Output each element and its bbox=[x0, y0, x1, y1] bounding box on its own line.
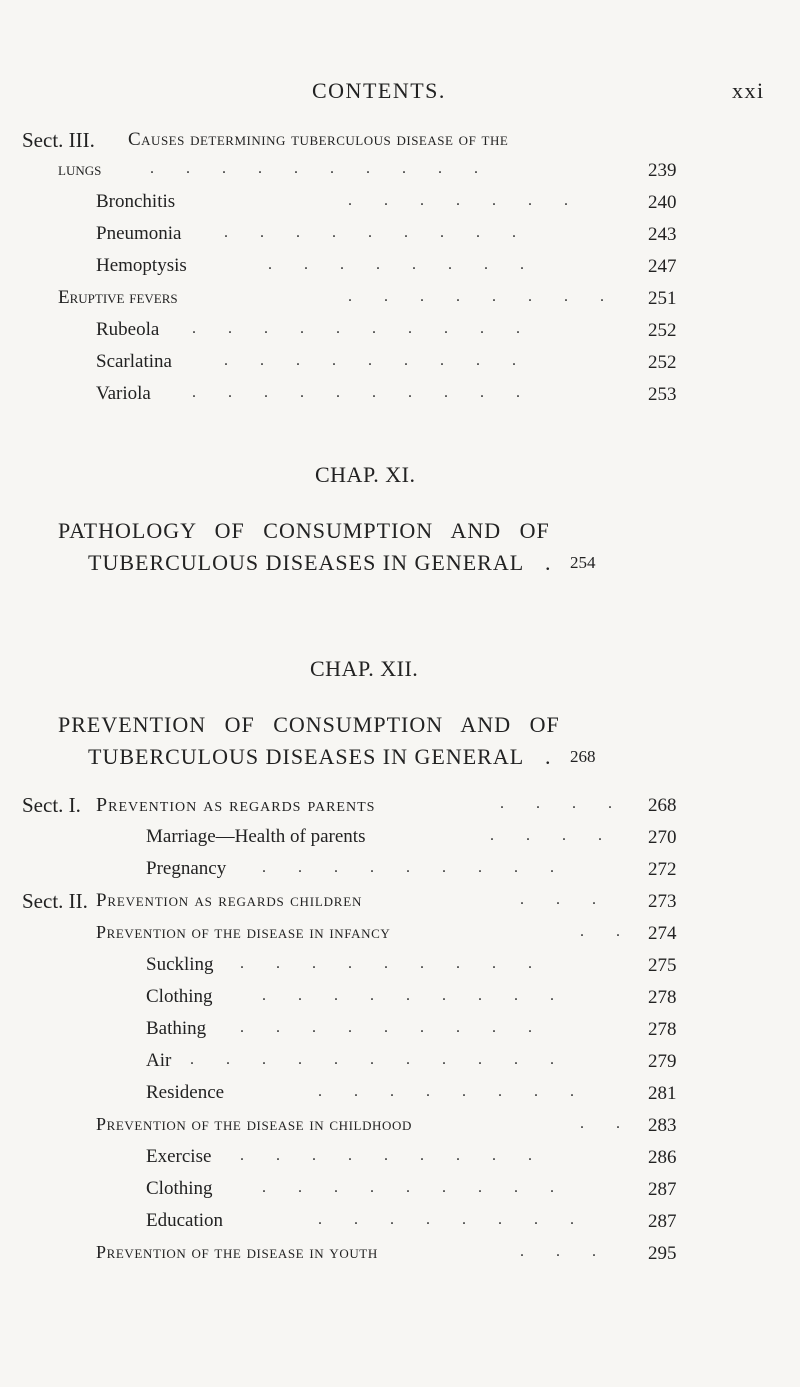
toc-subsection: Eruptive fevers bbox=[58, 287, 178, 308]
page-number: 275 bbox=[648, 955, 677, 976]
toc-entry: Marriage—Health of parents bbox=[146, 826, 366, 847]
leader-dots: . . . . . . . . . . bbox=[150, 160, 492, 177]
toc-entry: Residence bbox=[146, 1082, 225, 1103]
chapter-heading: CHAP. XI. bbox=[315, 462, 416, 487]
chapter-title: PATHOLOGY OF CONSUMPTION AND OF bbox=[58, 518, 550, 543]
page-number: 253 bbox=[648, 384, 677, 405]
toc-entry: Clothing bbox=[146, 1178, 213, 1199]
page-number: 273 bbox=[648, 891, 677, 912]
leader-dots: . . . . . . . . . bbox=[240, 955, 546, 972]
toc-entry: Bathing bbox=[146, 1018, 207, 1039]
leader-dots: . . . . . . . . . bbox=[262, 859, 568, 876]
page-number: 272 bbox=[648, 859, 677, 880]
leader-dots: . . bbox=[580, 923, 634, 940]
toc-entry: Exercise bbox=[146, 1146, 212, 1167]
chapter-heading: CHAP. XII. bbox=[310, 656, 419, 681]
page-number: 239 bbox=[648, 160, 677, 181]
page-number: 270 bbox=[648, 827, 677, 848]
page-number: 283 bbox=[648, 1115, 677, 1136]
leader-dots: . . . . . . . . bbox=[318, 1083, 588, 1100]
toc-entry: Variola bbox=[96, 383, 151, 404]
page-number: 252 bbox=[648, 320, 677, 341]
toc-entry: Clothing bbox=[146, 986, 213, 1007]
leader-dots: . . . . . . . . . bbox=[240, 1147, 546, 1164]
page-number: 268 bbox=[570, 747, 596, 766]
page-number: 254 bbox=[570, 553, 596, 572]
section-iii-title-cont: lungs bbox=[58, 159, 102, 180]
leader-dots: . . . . . . . . . bbox=[262, 1179, 568, 1196]
section-iii-title: Causes determining tuberculous disease of the bbox=[128, 129, 509, 150]
toc-entry: Pneumonia bbox=[96, 223, 182, 244]
chapter-title-cont: TUBERCULOUS DISEASES IN GENERAL bbox=[88, 550, 525, 575]
leader-dots: . . . bbox=[520, 891, 610, 908]
page-number: 243 bbox=[648, 224, 677, 245]
section-i-label: Sect. I. bbox=[22, 793, 81, 817]
page-number: 279 bbox=[648, 1051, 677, 1072]
leader-dots: . . . . . . . . bbox=[348, 288, 618, 305]
leader-dots: . . . . . . . . . . bbox=[192, 384, 534, 401]
running-title: CONTENTS. bbox=[312, 78, 446, 103]
section-i-title: Prevention as regards parents bbox=[96, 794, 376, 816]
leader-dots: . . . . . . . bbox=[348, 192, 582, 209]
toc-entry: Bronchitis bbox=[96, 191, 176, 212]
page-number: 247 bbox=[648, 256, 677, 277]
leader-dots: . . . . . . . . . bbox=[224, 224, 530, 241]
leader-dots: . . . . . . . . bbox=[268, 256, 538, 273]
leader-dots: . bbox=[545, 744, 551, 769]
toc-entry: Scarlatina bbox=[96, 351, 172, 372]
page-number: 240 bbox=[648, 192, 677, 213]
page-number: 252 bbox=[648, 352, 677, 373]
toc-entry: Education bbox=[146, 1210, 224, 1231]
page-number: 268 bbox=[648, 795, 677, 816]
leader-dots: . . . . . . . . . . . bbox=[190, 1051, 568, 1068]
toc-entry: Air bbox=[146, 1050, 172, 1071]
page-number: 274 bbox=[648, 923, 677, 944]
section-ii-title: Prevention as regards children bbox=[96, 890, 363, 911]
page-number: 281 bbox=[648, 1083, 677, 1104]
toc-entry: Suckling bbox=[146, 954, 214, 975]
toc-subsection: Prevention of the disease in childhood bbox=[96, 1114, 413, 1134]
toc-subsection: Prevention of the disease in infancy bbox=[96, 922, 391, 942]
chapter-title-cont: TUBERCULOUS DISEASES IN GENERAL bbox=[88, 744, 525, 769]
leader-dots: . . bbox=[580, 1115, 634, 1132]
page-number: 278 bbox=[648, 1019, 677, 1040]
leader-dots: . . . . . . . . . . bbox=[192, 320, 534, 337]
toc-entry: Pregnancy bbox=[146, 858, 227, 879]
page-number: 287 bbox=[648, 1179, 677, 1200]
page-number: 287 bbox=[648, 1211, 677, 1232]
leader-dots: . . . . . . . . . bbox=[224, 352, 530, 369]
section-iii-label: Sect. III. bbox=[22, 128, 95, 152]
leader-dots: . . . . bbox=[500, 795, 626, 812]
page-number: 295 bbox=[648, 1243, 677, 1264]
leader-dots: . . . . . . . . . bbox=[240, 1019, 546, 1036]
page-number: 286 bbox=[648, 1147, 677, 1168]
toc-subsection: Prevention of the disease in youth bbox=[96, 1242, 378, 1262]
toc-entry: Hemoptysis bbox=[96, 255, 187, 276]
leader-dots: . bbox=[545, 550, 551, 575]
page-numeral: xxi bbox=[732, 78, 765, 103]
page-number: 278 bbox=[648, 987, 677, 1008]
leader-dots: . . . . bbox=[490, 827, 616, 844]
page-number: 251 bbox=[648, 288, 677, 309]
leader-dots: . . . . . . . . bbox=[318, 1211, 588, 1228]
toc-entry: Rubeola bbox=[96, 319, 160, 340]
leader-dots: . . . . . . . . . bbox=[262, 987, 568, 1004]
section-ii-label: Sect. II. bbox=[22, 889, 88, 913]
chapter-title: PREVENTION OF CONSUMPTION AND OF bbox=[58, 712, 560, 737]
leader-dots: . . . bbox=[520, 1243, 610, 1260]
